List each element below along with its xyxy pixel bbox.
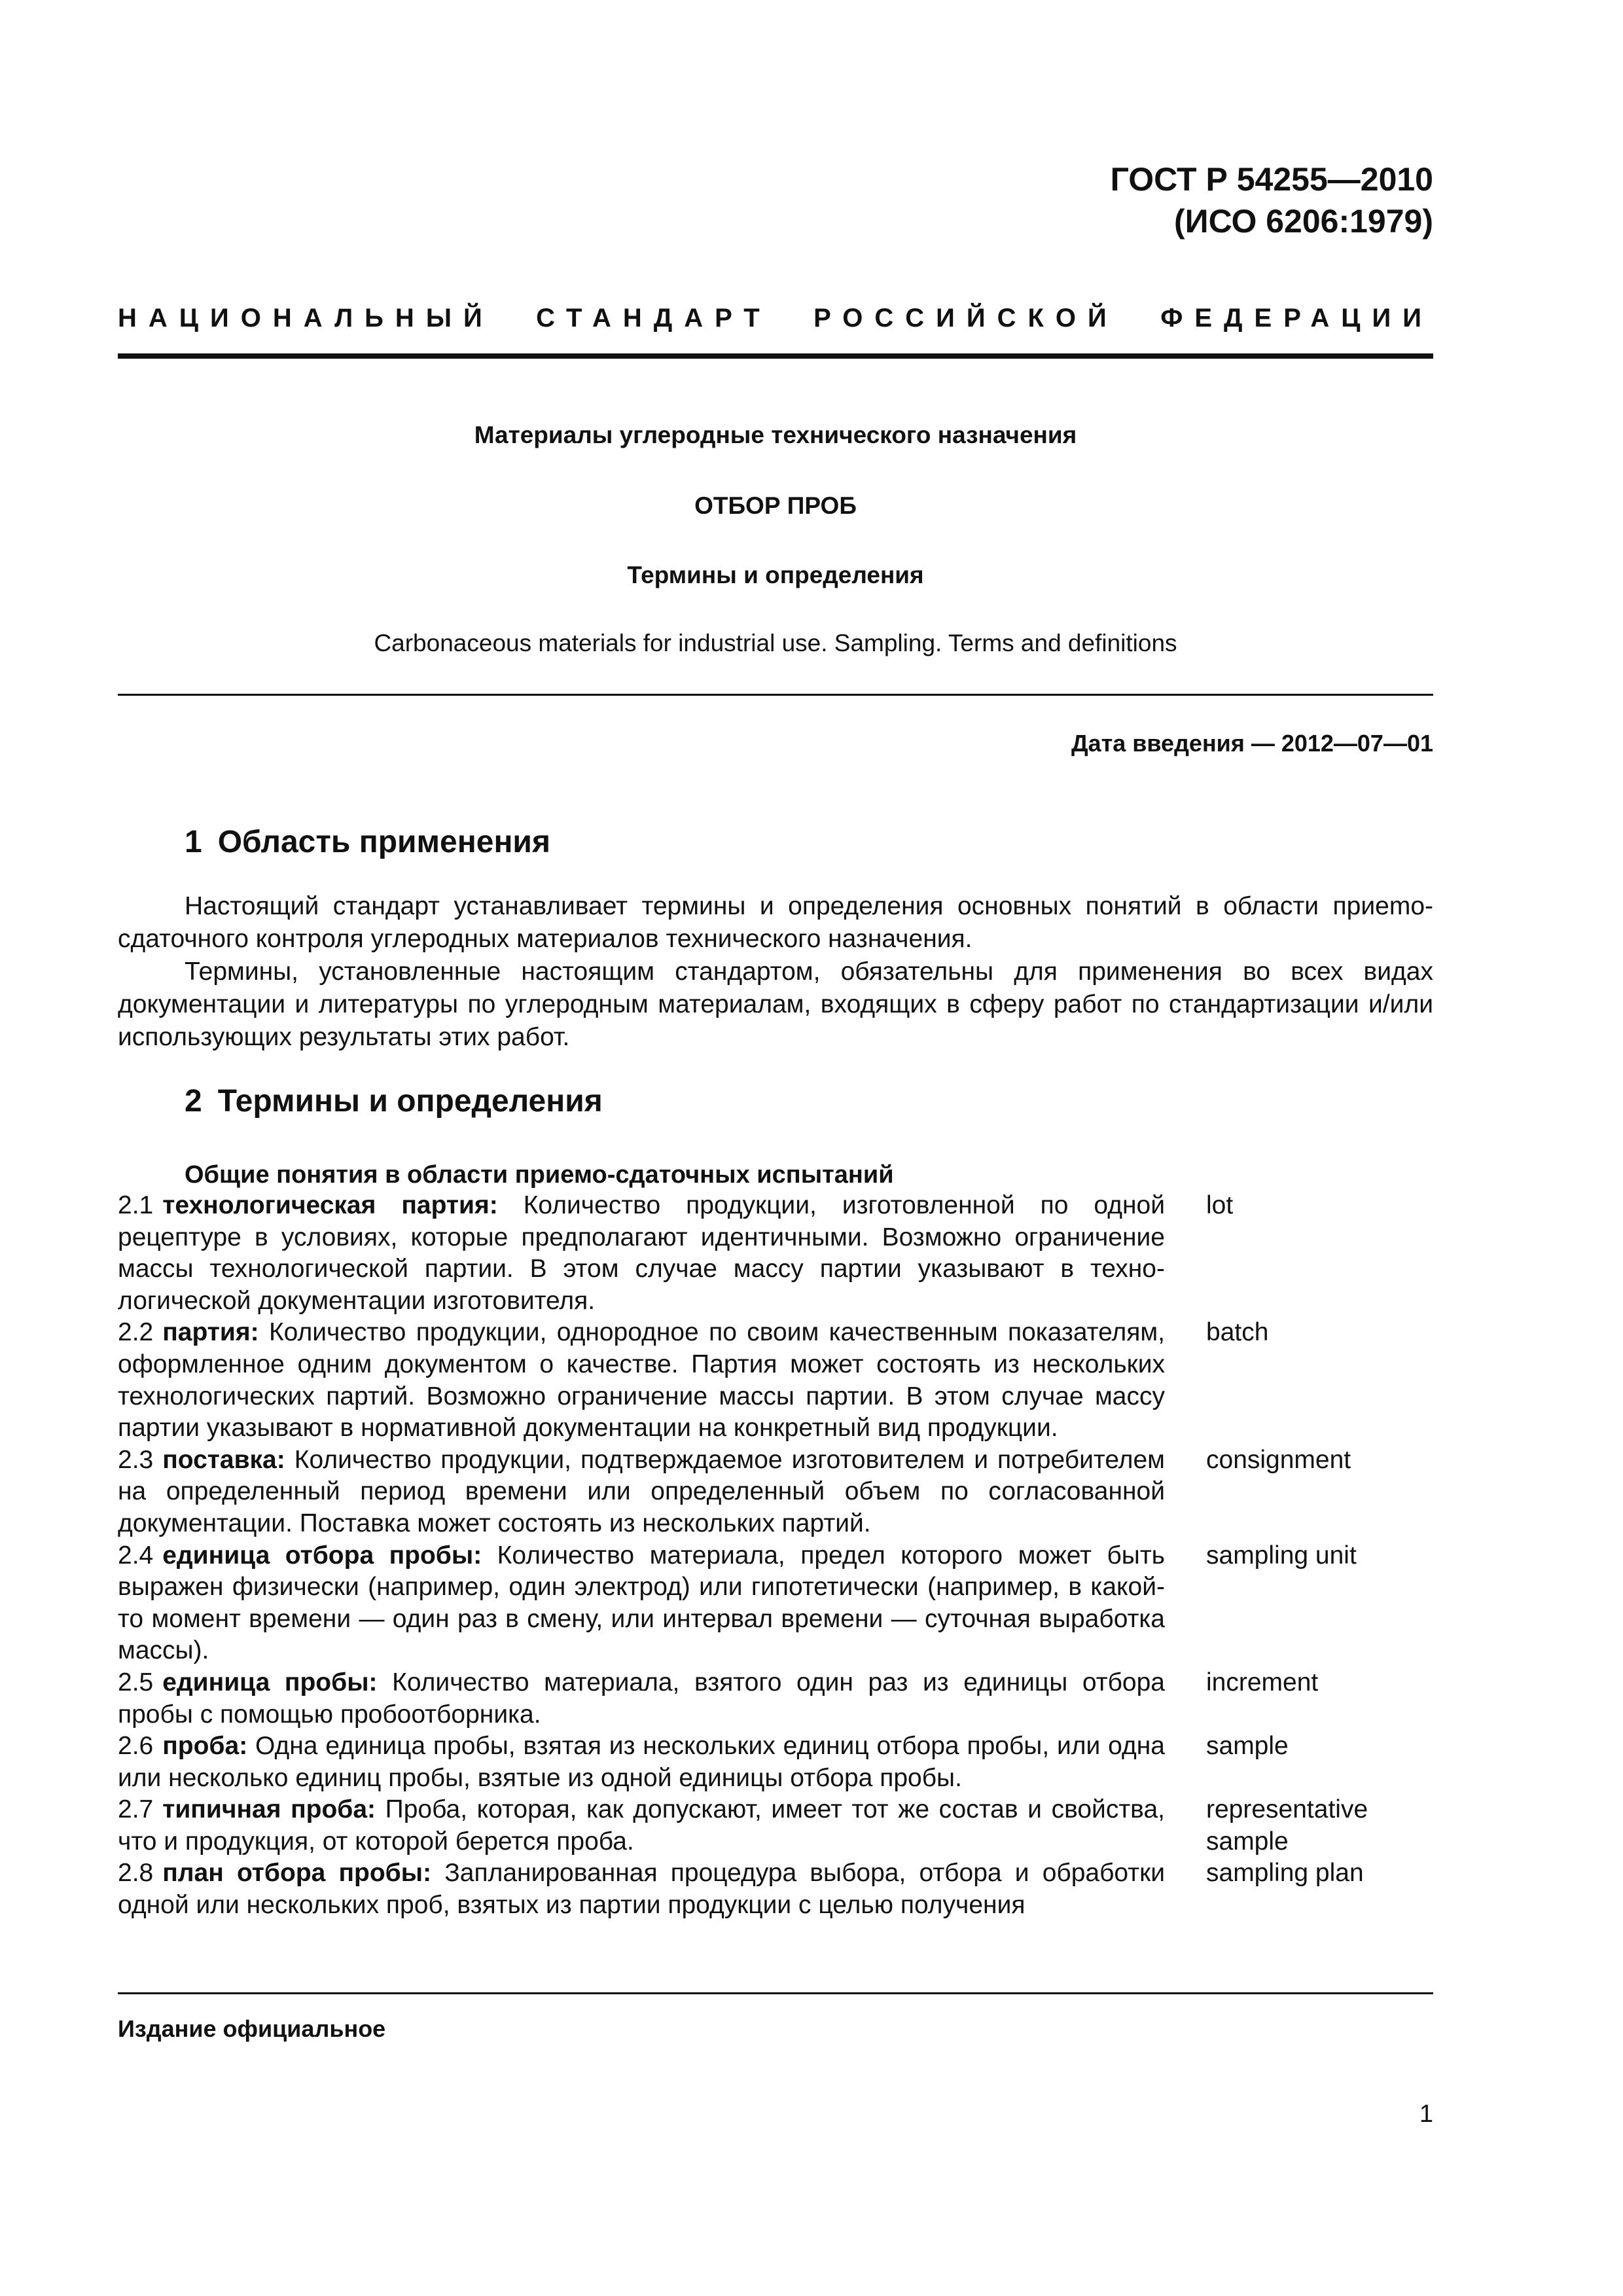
section-title: Термины и определения bbox=[217, 1084, 603, 1119]
term-name: поставка: bbox=[162, 1445, 285, 1474]
term-definition: Количество продукции, подтверждаемое изготовителем и потребителем на определенный период времени или определенный объем по согласованной документации. Поставка может состоять из нескольких партий. bbox=[118, 1445, 1165, 1537]
term-english: consignment bbox=[1206, 1445, 1351, 1474]
term-number: 2.5 bbox=[118, 1668, 154, 1696]
term-entry bbox=[118, 1317, 1433, 1444]
term-english: lot bbox=[1206, 1191, 1234, 1219]
gost-code bbox=[1111, 158, 1433, 242]
term-number: 2.7 bbox=[118, 1795, 154, 1824]
term-entry bbox=[118, 1667, 1433, 1731]
term-english: increment bbox=[1206, 1668, 1319, 1696]
term-text bbox=[118, 1444, 1165, 1540]
term-name: проба: bbox=[162, 1732, 248, 1761]
section-1-paragraph-2: Термины, установленные настоящим стандартом, обязательны для применения во всех видах документации и литературы по углеродным материалам, входящих в сферу работ по стандартизации и/или использующих результаты этих работ. bbox=[118, 958, 1433, 1051]
term-number: 2.1 bbox=[118, 1191, 154, 1219]
introduction-date: Дата введения — 2012—07—01 bbox=[1071, 730, 1433, 757]
term-number: 2.2 bbox=[118, 1318, 154, 1347]
term-text bbox=[118, 1317, 1165, 1444]
terms-subheading: Общие понятия в области приемо-сдаточных испытаний bbox=[185, 1161, 894, 1189]
term-definition: Количество материала, взятого один раз из единицы отбора пробы с помощью пробоотборника. bbox=[118, 1668, 1165, 1729]
header-divider bbox=[118, 353, 1433, 359]
term-english: sampling unit bbox=[1206, 1541, 1357, 1570]
term-definition: Количество продукции, изготовленной по одной рецептуре в условиях, которые предполагают идентичными. Возможно ограничение массы технологической партии. В этом случае массу партии указывают в технологической документации изготовителя. bbox=[118, 1191, 1165, 1315]
term-definition: Одна единица пробы, взятая из нескольких единиц отбора пробы, или одна или несколько единиц пробы, взятые из одной единицы отбора пробы. bbox=[118, 1732, 1165, 1792]
term-name: типичная проба: bbox=[162, 1795, 376, 1824]
term-entry bbox=[118, 1794, 1433, 1857]
term-entry bbox=[118, 1731, 1433, 1794]
title-divider bbox=[118, 694, 1433, 696]
term-text bbox=[118, 1794, 1165, 1857]
document-title-line2: ОТБОР ПРОБ bbox=[694, 492, 857, 519]
term-definition: Запланированная процедура выбора, отбора и обработки одной или нескольких проб, взятых из партии продукции с целью получения bbox=[118, 1859, 1165, 1920]
term-number: 2.3 bbox=[118, 1445, 154, 1474]
banner-word: РОССИЙСКОЙ bbox=[813, 304, 1118, 332]
term-english: representative sample bbox=[1206, 1795, 1368, 1856]
official-edition-label: Издание официальное bbox=[118, 2015, 386, 2042]
term-english: batch bbox=[1206, 1318, 1269, 1347]
section-title: Область применения bbox=[217, 825, 550, 859]
document-title-english: Carbonaceous materials for industrial use. Sampling. Terms and definitions bbox=[374, 630, 1177, 656]
footer-divider bbox=[118, 1992, 1433, 1994]
term-definition: Проба, которая, как допускают, имеет тот же состав и свойства, что и продукция, от которой берется проба. bbox=[118, 1795, 1165, 1856]
section-number: 1 bbox=[185, 825, 202, 859]
document-title-line3: Термины и определения bbox=[627, 562, 924, 588]
term-text bbox=[118, 1540, 1165, 1667]
section-1-paragraph-1: Настоящий стандарт устанавливает термины и определения основных понятий в области приеmo-сдаточного контроля углеродных материалов технического назначения. bbox=[118, 892, 1433, 953]
term-name: технологическая партия: bbox=[162, 1191, 498, 1219]
term-name: партия: bbox=[162, 1318, 259, 1347]
term-entry bbox=[118, 1857, 1433, 1921]
term-name: единица отбора пробы: bbox=[162, 1541, 482, 1570]
section-number: 2 bbox=[185, 1084, 202, 1119]
gost-code-number: ГОСТ Р 54255—2010 bbox=[1110, 161, 1433, 198]
term-name: единица пробы: bbox=[162, 1668, 378, 1696]
term-text bbox=[118, 1667, 1165, 1731]
term-number: 2.4 bbox=[118, 1541, 154, 1570]
term-english: sample bbox=[1206, 1732, 1289, 1761]
document-title-line1: Материалы углеродные технического назначения bbox=[474, 422, 1077, 448]
section-2-heading bbox=[185, 1081, 603, 1122]
iso-code-number: (ИСО 6206:1979) bbox=[1174, 203, 1433, 240]
term-number: 2.8 bbox=[118, 1859, 154, 1888]
banner-word: СТАНДАРТ bbox=[536, 304, 772, 332]
term-entry bbox=[118, 1444, 1433, 1540]
national-standard-banner bbox=[118, 300, 1433, 336]
term-text bbox=[118, 1190, 1165, 1317]
term-text bbox=[118, 1857, 1165, 1921]
term-definition: Количество продукции, однородное по своим качественным показателям, оформленное одним документом о качестве. Партия может состоять из нескольких технологических партий. Возможно ограничение массы партии. В этом случае массу партии указывают в нормативной документации на конкретный вид продукции. bbox=[118, 1318, 1166, 1443]
banner-word: ФЕДЕРАЦИИ bbox=[1160, 304, 1433, 332]
term-definition: Количество материала, предел которого может быть выражен физически (например, один электрод) или гипотетически (например, в какой-то момент времени — один раз в смену, или интервал времени — суточная выработка массы). bbox=[118, 1541, 1166, 1665]
banner-word: НАЦИОНАЛЬНЫЙ bbox=[118, 304, 494, 332]
terms-list bbox=[118, 1190, 1433, 1922]
term-text bbox=[118, 1731, 1165, 1794]
page-number: 1 bbox=[1419, 2100, 1433, 2128]
term-entry bbox=[118, 1190, 1433, 1317]
term-number: 2.6 bbox=[118, 1732, 154, 1761]
term-name: план отбора пробы: bbox=[162, 1859, 432, 1888]
term-entry bbox=[118, 1540, 1433, 1667]
term-english: sampling plan bbox=[1206, 1859, 1364, 1888]
section-1-heading bbox=[185, 822, 550, 863]
